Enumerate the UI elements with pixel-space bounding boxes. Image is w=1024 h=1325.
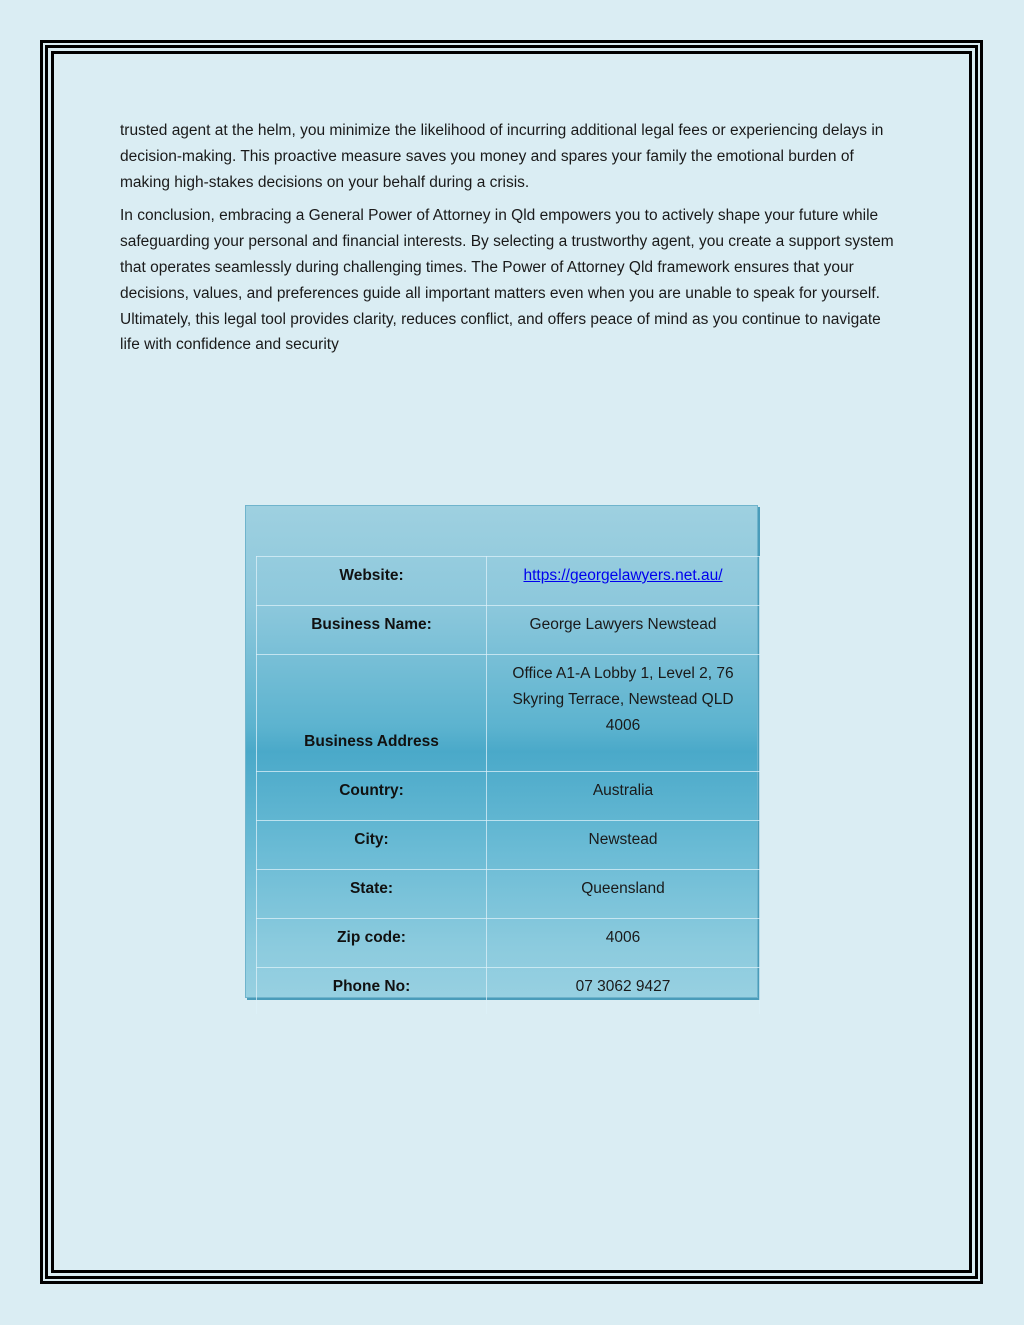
- table-row-website: [257, 557, 760, 606]
- website-cell: [487, 557, 760, 606]
- business-info-card: [245, 505, 758, 998]
- city-label: City:: [257, 821, 487, 870]
- document-body: [120, 118, 904, 366]
- country-value: Australia: [487, 772, 760, 821]
- business-address-label: Business Address: [257, 655, 487, 772]
- business-name-value: George Lawyers Newstead: [487, 606, 760, 655]
- business-name-label: Business Name:: [257, 606, 487, 655]
- table-row-phone: [257, 968, 760, 1015]
- zip-code-label: Zip code:: [257, 919, 487, 968]
- website-label: Website:: [257, 557, 487, 606]
- table-row-state: [257, 870, 760, 919]
- body-paragraph: trusted agent at the helm, you minimize the likelihood of incurring additional legal fees or experiencing delays in decision-making. This proactive measure saves you money and spares your family the emotional burden of making high-stakes decisions on your behalf during a crisis.: [120, 122, 884, 191]
- zip-code-value: 4006: [487, 919, 760, 968]
- conclusion-paragraph: In conclusion, embracing a General Power of Attorney in Qld empowers you to actively shape your future while safeguarding your personal and financial interests. By selecting a trustworthy agent, you create a support system that operates seamlessly during challenging times. The Power of Attorney Qld framework ensures that your decisions, values, and preferences guide all important matters even when you are unable to speak for yourself. Ultimately, this legal tool provides clarity, reduces conflict, and offers peace of mind as you continue to navigate life with confidence and security: [120, 207, 894, 354]
- country-label: Country:: [257, 772, 487, 821]
- business-info-table: [256, 556, 760, 1014]
- phone-value: 07 3062 9427: [487, 968, 760, 1015]
- table-row-zip-code: [257, 919, 760, 968]
- table-row-country: [257, 772, 760, 821]
- phone-label: Phone No:: [257, 968, 487, 1015]
- city-value: Newstead: [487, 821, 760, 870]
- table-row-business-address: [257, 655, 760, 772]
- state-value: Queensland: [487, 870, 760, 919]
- table-row-business-name: [257, 606, 760, 655]
- business-address-value: Office A1-A Lobby 1, Level 2, 76 Skyring Terrace, Newstead QLD 4006: [487, 655, 760, 772]
- state-label: State:: [257, 870, 487, 919]
- website-link[interactable]: https://georgelawyers.net.au/: [523, 567, 723, 584]
- table-row-city: [257, 821, 760, 870]
